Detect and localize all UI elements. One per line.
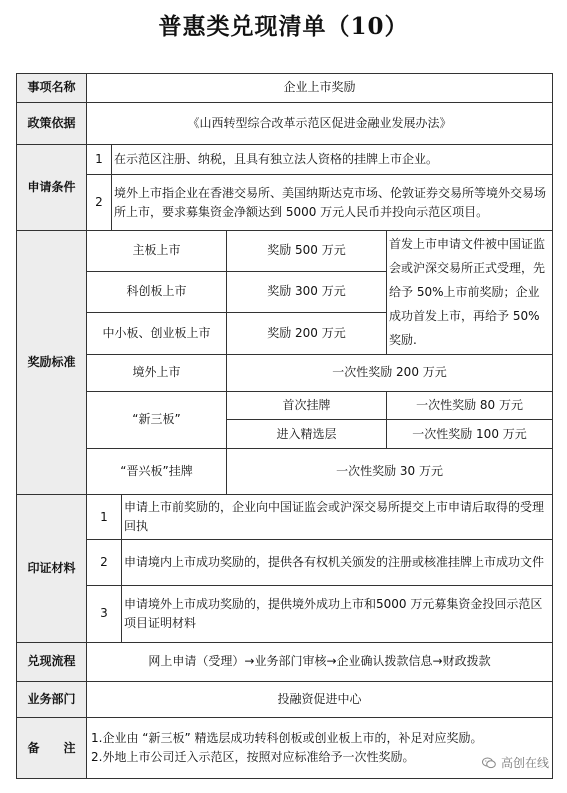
board-amount: 奖励 300 万元 (227, 271, 387, 312)
page-title: 普惠类兑现清单（10） (158, 13, 409, 40)
process-value: 网上申请（受理）→业务部门审核→企业确认拨款信息→财政拨款 (87, 642, 553, 681)
process-label: 兑现流程 (17, 642, 87, 681)
department-value: 投融资促进中心 (87, 681, 553, 718)
table-row (17, 540, 553, 586)
condition-number: 2 (87, 175, 112, 230)
board-name: 主板上市 (87, 230, 227, 271)
remark-line: 1.企业由 “新三板” 精选层成功转科创板或创业板上市的，补足对应奖励。 (91, 731, 483, 746)
watermark (482, 754, 549, 771)
department-label: 业务部门 (17, 681, 87, 718)
neeq-tier-name: 首次挂牌 (227, 391, 387, 420)
table-row (17, 448, 553, 494)
board-amount: 奖励 200 万元 (227, 312, 387, 354)
evidence-label: 印证材料 (17, 495, 87, 643)
table-row (17, 391, 553, 420)
board-amount: 一次性奖励 30 万元 (227, 448, 553, 494)
table-row (17, 718, 553, 779)
table-row (17, 681, 553, 718)
neeq-tier-name: 进入精选层 (227, 420, 387, 449)
board-name: 科创板上市 (87, 271, 227, 312)
table-row (17, 230, 553, 271)
condition-number: 1 (87, 144, 112, 175)
remarks-label: 备 注 (17, 718, 87, 779)
evidence-text: 申请境内上市成功奖励的，提供各有权机关颁发的注册或核准挂牌上市成功文件 (122, 540, 553, 586)
condition-text: 在示范区注册、纳税，且具有独立法人资格的挂牌上市企业。 (112, 144, 553, 175)
neeq-tier-amount: 一次性奖励 80 万元 (387, 391, 553, 420)
remark-line: 2.外地上市公司迁入示范区，按照对应标准给予一次性奖励。 (91, 750, 415, 765)
evidence-text: 申请境外上市成功奖励的，提供境外成功上市和5000 万元募集资金投回示范区项目证明材料 (122, 586, 553, 642)
item-name-value: 企业上市奖励 (87, 74, 553, 103)
table-row (17, 102, 553, 144)
table-row (17, 642, 553, 681)
board-amount: 一次性奖励 200 万元 (227, 354, 553, 391)
conditions-label: 申请条件 (17, 144, 87, 230)
board-name: “新三板” (87, 391, 227, 448)
policy-basis-value: 《山西转型综合改革示范区促进金融业发展办法》 (87, 102, 553, 144)
evidence-number: 3 (87, 586, 122, 642)
evidence-number: 1 (87, 495, 122, 540)
board-name: 中小板、创业板上市 (87, 312, 227, 354)
policy-table (16, 73, 553, 779)
table-row (17, 586, 553, 642)
board-name: “晋兴板”挂牌 (87, 448, 227, 494)
watermark-text: 高创在线 (500, 756, 549, 770)
ipo-note: 首发上市申请文件被中国证监会或沪深交易所正式受理，先给予 50%上市前奖励；企业成功首发上市，再给予 50%奖励. (387, 230, 553, 354)
policy-basis-label: 政策依据 (17, 102, 87, 144)
table-row (17, 354, 553, 391)
rewards-label: 奖励标准 (17, 230, 87, 494)
neeq-tier-amount: 一次性奖励 100 万元 (387, 420, 553, 449)
table-row (17, 495, 553, 540)
table-row (17, 144, 553, 175)
table-row (17, 74, 553, 103)
condition-text: 境外上市指企业在香港交易所、美国纳斯达克市场、伦敦证券交易所等境外交易场所上市，要求募集资金净额达到 5000 万元人民币并投向示范区项目。 (112, 175, 553, 230)
item-name-label: 事项名称 (17, 74, 87, 103)
board-amount: 奖励 500 万元 (227, 230, 387, 271)
board-name: 境外上市 (87, 354, 227, 391)
evidence-text: 申请上市前奖励的，企业向中国证监会或沪深交易所提交上市申请后取得的受理回执 (122, 495, 553, 540)
table-row (17, 175, 553, 230)
wechat-icon (482, 757, 496, 769)
evidence-number: 2 (87, 540, 122, 586)
